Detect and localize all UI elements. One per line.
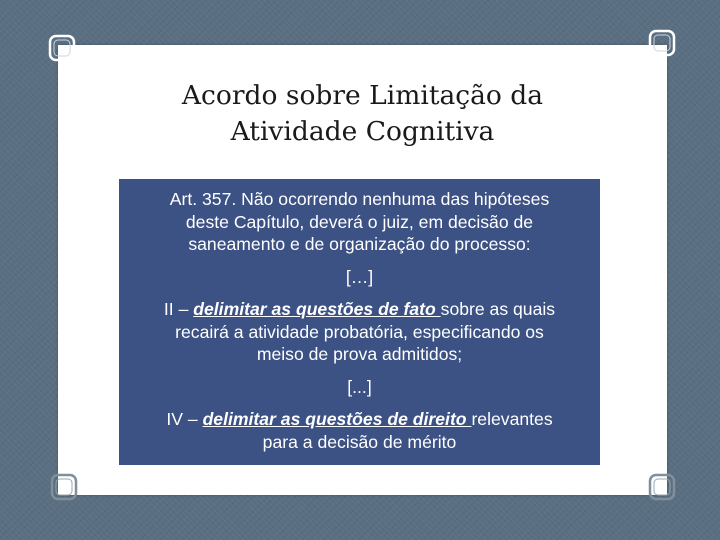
slide-title-line2: Atividade Cognitiva — [230, 116, 495, 147]
item-ii-rest: sobre as quais — [440, 299, 556, 319]
corner-ornament-bottom-left — [49, 472, 79, 502]
item-ii-line2: recairá a atividade probatória, especificando os — [175, 321, 544, 342]
item-iv-emphasis: delimitar as questões de direito — [202, 409, 472, 429]
spacer — [119, 398, 600, 408]
ellipsis-2: [...] — [347, 376, 372, 397]
slide-title — [58, 78, 667, 150]
corner-ornament-top-left — [47, 33, 77, 63]
corner-ornament-top-right — [647, 28, 677, 58]
article-intro-line1: Art. 357. Não ocorrendo nenhuma das hipóteses — [169, 189, 550, 209]
ellipsis-1: […] — [345, 266, 374, 287]
corner-ornament-bottom-right — [647, 472, 677, 502]
article-intro-line2: deste Capítulo, deverá o juiz, em decisão de — [185, 211, 534, 232]
item-ii-line3: meiso de prova admitidos; — [256, 344, 463, 364]
article-intro-line3: saneamento e de organização do processo: — [188, 234, 531, 254]
spacer — [119, 288, 600, 298]
content-box — [119, 179, 600, 465]
item-iv — [119, 408, 600, 453]
spacer — [119, 256, 600, 266]
item-iv-prefix: IV – — [166, 409, 203, 429]
item-iv-rest: relevantes — [471, 409, 553, 429]
item-ii-prefix: II – — [163, 299, 194, 319]
spacer — [119, 366, 600, 376]
item-ii — [119, 298, 600, 366]
item-iv-line2: para a decisão de mérito — [262, 431, 457, 452]
article-intro — [119, 188, 600, 256]
item-ii-emphasis: delimitar as questões de fato — [193, 299, 441, 319]
slide-title-line1: Acordo sobre Limitação da — [181, 80, 544, 111]
